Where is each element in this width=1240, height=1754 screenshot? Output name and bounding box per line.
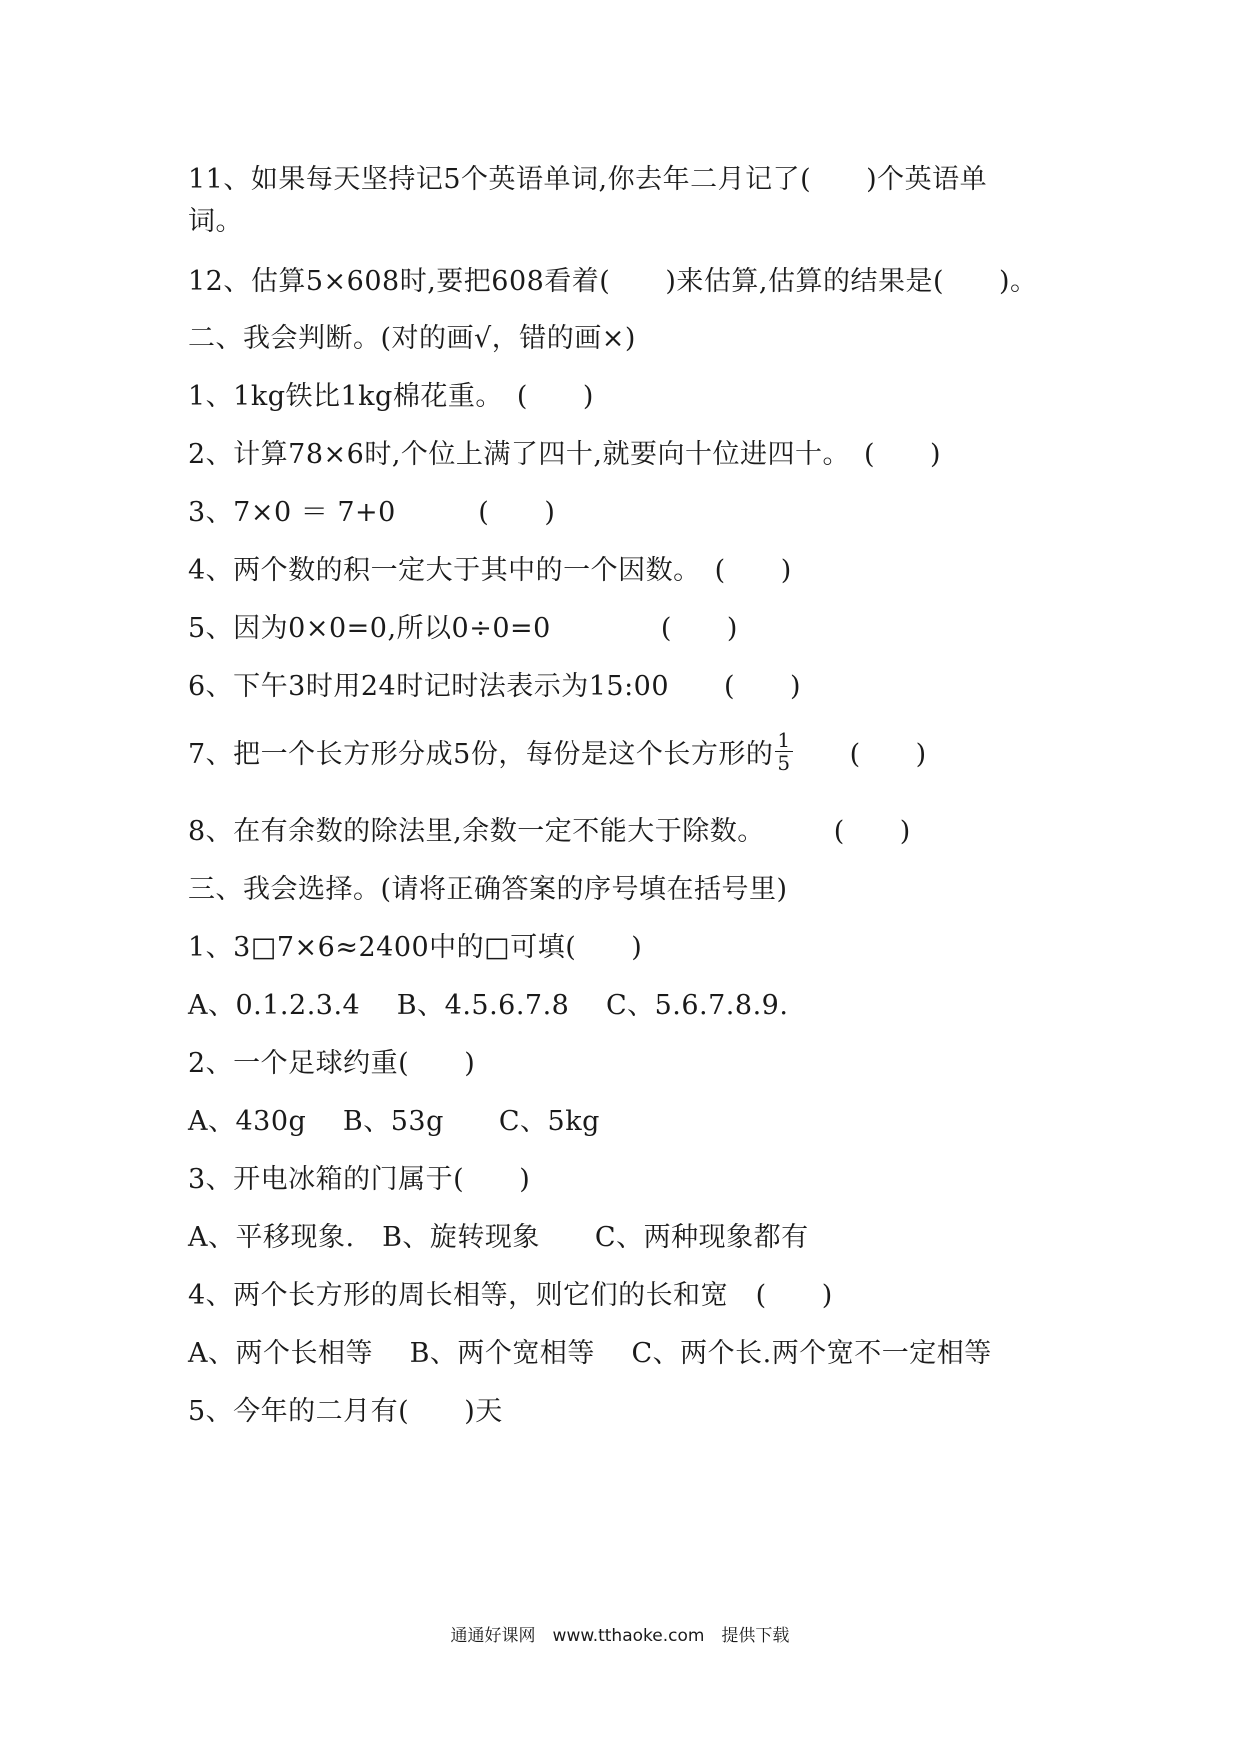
section-2-heading: 二、我会判断。(对的画√，错的画×) xyxy=(188,323,636,354)
choice-question-2: 2、一个足球约重( ) xyxy=(188,1048,476,1079)
judge-item-4: 4、两个数的积一定大于其中的一个因数。 ( ) xyxy=(188,555,792,586)
judge-item-6: 6、下午3时用24时记时法表示为15:00 ( ) xyxy=(188,671,802,702)
choice-question-1: 1、3□7×6≈2400中的□可填( ) xyxy=(188,932,643,963)
choice-question-5: 5、今年的二月有( )天 xyxy=(188,1396,503,1427)
choice-question-3: 3、开电冰箱的门属于( ) xyxy=(188,1164,531,1195)
question-12: 12、估算5×608时,要把608看着( )来估算,估算的结果是( )。 xyxy=(188,266,1038,297)
judge-item-5: 5、因为0×0=0,所以0÷0=0 ( ) xyxy=(188,613,738,644)
judge-item-1: 1、1kg铁比1kg棉花重。 ( ) xyxy=(188,381,594,412)
fraction-numerator: 1 xyxy=(777,728,791,752)
choice-question-1-options: A、0.1.2.3.4 B、4.5.6.7.8 C、5.6.7.8.9. xyxy=(188,990,789,1021)
choice-question-2-options: A、430g B、53g C、5kg xyxy=(188,1106,600,1137)
question-11-line-1: 11、如果每天坚持记5个英语单词,你去年二月记了( )个英语单 xyxy=(188,164,988,195)
choice-question-4-options: A、两个长相等 B、两个宽相等 C、两个长.两个宽不一定相等 xyxy=(188,1338,992,1369)
judge-item-2: 2、计算78×6时,个位上满了四十,就要向十位进四十。 ( ) xyxy=(188,439,942,470)
choice-question-3-options: A、平移现象. B、旋转现象 C、两种现象都有 xyxy=(188,1222,809,1253)
choice-question-4: 4、两个长方形的周长相等，则它们的长和宽 ( ) xyxy=(188,1280,833,1311)
section-3-heading: 三、我会选择。(请将正确答案的序号填在括号里) xyxy=(188,874,788,905)
judge-item-8: 8、在有余数的除法里,余数一定不能大于除数。 ( ) xyxy=(188,816,911,847)
fraction-denominator: 5 xyxy=(777,751,791,775)
question-11-line-2: 词。 xyxy=(188,206,243,237)
judge-item-7 xyxy=(188,728,927,778)
page-footer: 通通好课网 www.tthaoke.com 提供下载 xyxy=(450,1626,790,1646)
judge-item-7-paren: ( ) xyxy=(794,739,927,770)
fraction-one-fifth xyxy=(775,729,792,774)
judge-item-7-text: 7、把一个长方形分成5份，每份是这个长方形的 xyxy=(188,739,774,770)
judge-item-3: 3、7×0 ＝ 7+0 ( ) xyxy=(188,497,556,528)
